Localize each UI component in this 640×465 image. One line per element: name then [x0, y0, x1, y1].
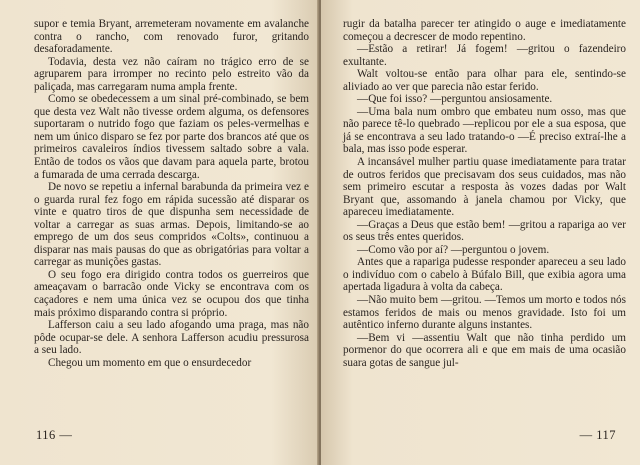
paragraph: —Bem vi —assentiu Walt que não tinha perdido um pormenor do que ocorrera ali e que em mais de uma ocasião suara gotas de sangue jul- [343, 331, 626, 369]
paragraph: rugir da batalha parecer ter atingido o auge e imediatamente começou a decrescer de modo repentino. [343, 18, 626, 43]
paragraph: Lafferson caiu a seu lado afogando uma praga, mas não pôde ocupar-se dele. A senhora Lafferson acudiu pressurosa a seu lado. [34, 319, 309, 357]
right-page-text [343, 18, 626, 369]
paragraph: —Como vão por aí? —perguntou o jovem. [357, 243, 550, 256]
paragraph: Como se obedecessem a um sinal pré-combinado, se bem que desta vez Walt não tivesse ordem alguma, os defensores suportaram o nutrido fogo que faziam os peles-vermelhas e nem um único disparo se fez por parte dos brancos até que os primeiros cavaleiros índios tivessem saltado sobre a vala. Então de todos os vãos que davam para aquela parte, brotou a fumarada de uma cerrada descarga. [34, 93, 309, 181]
paragraph: A incansável mulher partiu quase imediatamente para tratar de outros feridos que precisavam dos seus cuidados, mas não sem primeiro escutar a resposta às vozes dadas por Walt Bryant que, assomando à janela chamou por Vicky, que apareceu imediatamente. [343, 156, 626, 219]
paragraph: —Não muito bem —gritou. —Temos um morto e todos nós estamos feridos de mais ou menos gravidade. Isto foi um autêntico inferno durante alguns instantes. [343, 294, 626, 332]
paragraph: O seu fogo era dirigido contra todos os guerreiros que ameaçavam o barracão onde Vicky se encontrava com os caçadores e nem uma única vez se ocupou dos que tinha mais próximo disparando contra si próprio. [34, 268, 309, 319]
paragraph: De novo se repetiu a infernal barabunda da primeira vez e o guarda rural fez fogo em rápida sucessão até disparar os vinte e quatro tiros de que dispunha sem necessidade de voltar a carregar as suas armas. Depois, limitando-se ao emprego de um dos seus compridos «Colts», continuou a disparar nas mais pausas do que as obrigatórias para voltar a carregar as munições gastas. [34, 181, 309, 269]
page-number-right: — 117 [579, 428, 616, 442]
right-page [321, 0, 640, 465]
left-page [0, 0, 319, 465]
paragraph: —Graças a Deus que estão bem! —gritou a rapariga ao ver os seus três entes queridos. [343, 218, 626, 244]
paragraph: —Uma bala num ombro que embateu num osso, mas que não parece tê-lo quebrado —replicou por ele a sua esposa, que já se encontrava a seu lado tratando-o —É preciso extraí-lhe a bala, mas isso pode esperar. [343, 105, 626, 156]
paragraph: Todavia, desta vez não caíram no trágico erro de se agruparem para irromper no recinto pelo estreito vão da paliçada, mas carregaram numa ampla frente. [34, 55, 309, 93]
paragraph: —Que foi isso? —perguntou ansiosamente. [357, 93, 553, 106]
paragraph: Antes que a rapariga pudesse responder apareceu a seu lado o indivíduo com o cabelo à Búfalo Bill, que exibia agora uma apertada ligadura à volta da cabeça. [343, 256, 626, 294]
paragraph: —Estão a retirar! Já fogem! —gritou o fazendeiro exultante. [343, 43, 626, 68]
paragraph: Walt voltou-se então para olhar para ele, sentindo-se aliviado ao ver que parecia não estar ferido. [343, 68, 626, 93]
left-page-text [34, 18, 309, 369]
paragraph: supor e temia Bryant, arremeteram novamente em avalanche contra o rancho, com renovado furor, gritando desaforadamente. [34, 18, 309, 56]
page-number-left: 116 — [36, 428, 73, 442]
paragraph: Chegou um momento em que o ensurdecedor [48, 356, 252, 369]
